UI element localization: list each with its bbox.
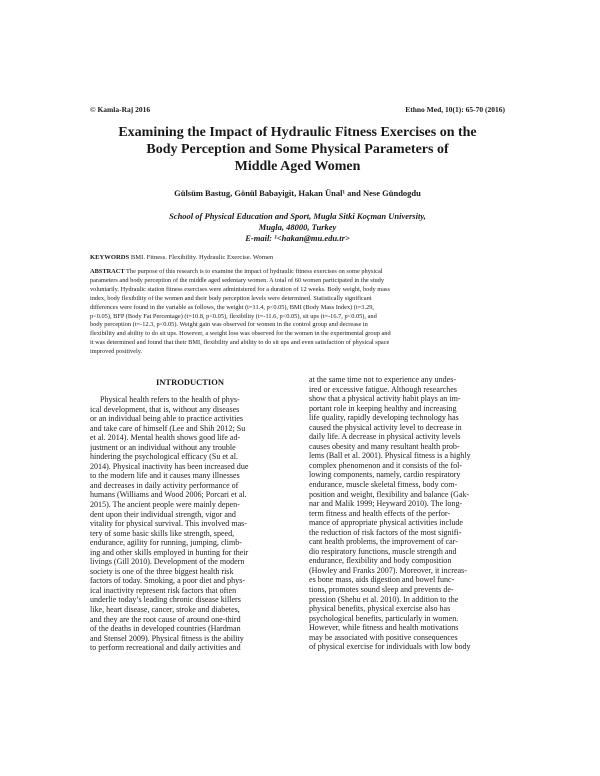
body-text-line: complex phenomenon and it consists of the fol- [309, 460, 463, 470]
body-text-line: society is one of the three biggest health risk [90, 566, 234, 576]
body-text-line: position and weight, flexibility and balance (Gak- [309, 489, 470, 499]
body-text-line: endurance, flexibility and body composition [309, 556, 452, 566]
body-text-line: 2014). Physical inactivity has been increased due [90, 461, 249, 471]
body-text-line: to perform recreational and daily activities and [90, 643, 241, 653]
body-text-line: and Stensel 2009). Physical fitness is the ability [90, 633, 244, 643]
title-line: Middle Aged Women [234, 159, 361, 174]
body-text-line: es bone mass, aids digestion and bowel func- [309, 575, 455, 585]
body-text-line: 2015). The ancient people were mainly depen- [90, 500, 240, 510]
section-heading-introduction: INTRODUCTION [155, 377, 224, 387]
abstract-label: ABSTRACT [90, 268, 125, 275]
body-text-line: lems (Ball et al. 2001). Physical fitness is a highly [309, 451, 471, 461]
keywords-label: KEYWORDS [90, 254, 130, 261]
body-text-line: the reduction of risk factors of the most signifi- [309, 527, 462, 537]
affiliation-line: School of Physical Education and Sport, Mugla Sitki Koçman University, [169, 211, 426, 221]
body-text-line: underlie today’s leading chronic disease killers [90, 595, 241, 605]
body-text-line: and decreases in daily activity performance of [90, 480, 239, 490]
journal-citation-header: Ethno Med, 10(1): 65-70 (2016) [405, 105, 505, 114]
abstract-line: voluntarily. Hydraulic station fitness exercises were administered for a duration of 12 weeks. Body weight, body mass [90, 285, 390, 293]
body-text-line: mance of appropriate physical activities include [309, 518, 463, 528]
abstract-line: flexibility and ability to do sit ups. However, a weight loss was observed for the women in the experimental group and [90, 330, 391, 338]
keywords [90, 254, 510, 261]
keywords-text: BMI. Fitness. Flexibility. Hydraulic Exercise. Women [130, 254, 274, 261]
body-text-line: humans (Williams and Wood 2006; Porcari et al. [90, 490, 247, 500]
body-text-line: of the deaths in developed countries (Hardman [90, 624, 241, 634]
abstract-line: differences were found in the variable as follows, the weight (t=11.4, p<0.05), BMI (Body Mass Index) (t=3.29, [90, 303, 374, 311]
copyright-header: © Kamla-Raj 2016 [90, 105, 151, 114]
abstract-line: p<0.05), BFP (Body Fat Percentage) (t=10.8, p<0.05), flexibility (t=-11.6, p<0.05), sit ups (t=-16.7, p<0.05), and [90, 312, 377, 320]
body-text-line: to the modern life and it causes many illnesses [90, 471, 240, 481]
body-text-line: portant role in keeping healthy and increasing [309, 403, 457, 413]
abstract-line: it was determined and found that their BMI, flexibility and ability to do sit ups and even satisfaction of physical space [90, 339, 390, 347]
body-column-left [90, 375, 290, 653]
body-text-line: hindering the psychological efficacy (Su et al. [90, 452, 238, 462]
body-text-line: of physical exercise for individuals with low body [309, 642, 471, 652]
affiliation-line: E-mail: ¹<hakan@mu.edu.tr> [245, 233, 350, 243]
body-text-line: caused the physical activity level to decrease in [309, 422, 462, 432]
body-text-line: nar and Malik 1999; Heyward 2010). The long- [309, 499, 463, 509]
body-column-right [309, 375, 509, 652]
body-text-line: may be associated with positive consequences [309, 632, 458, 642]
body-text-line: and they are the root cause of around one-third [90, 614, 241, 624]
body-text-line: dent upon their individual strength, vigor and [90, 509, 236, 519]
body-text-line: Physical health refers to the health of phys- [100, 395, 240, 404]
body-text-line: causes obesity and many resultant health prob- [309, 441, 460, 451]
body-text-line: ical inactivity represent risk factors that often [90, 585, 237, 595]
body-text-line: However, while fitness and health motivations [309, 623, 459, 633]
body-text-line: vitality for physical survival. This involved mas- [90, 519, 247, 529]
title-line: Examining the Impact of Hydraulic Fitness Exercises on the [118, 125, 477, 140]
body-text-line: ing and other skills employed in hunting for their [90, 547, 249, 557]
body-text-line: or an individual being able to practice activities [90, 414, 244, 424]
abstract-line: ABSTRACT The purpose of this research is to examine the impact of hydraulic fitness exercises on some physical [90, 268, 383, 275]
body-text-line: term fitness and health effects of the perfor- [309, 508, 451, 518]
body-text-line: factors of today. Smoking, a poor diet and phys- [90, 576, 246, 586]
body-text-line: like, heart disease, cancer, stroke and diabetes, [90, 605, 240, 615]
abstract-line: index, body flexibility of the women and their body perception levels were determined. Statistically significant [90, 294, 372, 302]
body-text-line: psychological benefits, particularly in women. [309, 613, 459, 623]
body-text-line: daily life. A decrease in physical activity levels [309, 432, 461, 442]
body-text-line: ical development, that is, without any diseases [90, 404, 240, 414]
body-text-line: physical benefits, physical exercise also has [309, 604, 451, 614]
abstract [90, 268, 510, 357]
body-text-line: show that a physical activity habit plays an im- [309, 394, 461, 404]
body-text-line: tions, promotes sound sleep and prevents de- [309, 585, 454, 595]
body-text-line: et al. 2014). Mental health shows good life ad- [90, 433, 241, 443]
body-text-line: (Howley and Franks 2007). Moreover, it increas- [309, 565, 467, 575]
body-text-line: justment or an individual without any trouble [90, 442, 236, 452]
author-list: Gülsüm Bastug, Gönül Babayigit, Hakan Ünal¹ and Nese Gündogdu [174, 188, 421, 198]
affiliation-line: Mugla, 48000, Turkey [258, 222, 337, 232]
body-text-line: livings (Gill 2010). Development of the modern [90, 557, 245, 567]
abstract-line: improved positively. [90, 348, 143, 356]
body-text-line: endurance, agility for running, jumping, climb- [90, 538, 242, 548]
body-text-line: life quality, rapidly developing technology has [309, 413, 459, 423]
body-text-line: cant health problems, the improvement of car- [309, 537, 458, 547]
body-text-line: tery of some basic skills like strength, speed, [90, 528, 235, 538]
body-text-line: dio respiratory functions, muscle strength and [309, 546, 457, 556]
affiliation [90, 211, 505, 244]
body-text-line: ired or excessive fatigue. Although researches [309, 384, 457, 394]
body-text-line: lowing components, namely, cardio respiratory [309, 470, 461, 480]
body-text-line: endurance, muscle skeletal fitness, body com- [309, 480, 458, 490]
abstract-line: parameters and body perception of the middle aged sedentary women. A total of 60 women participated in the study [90, 276, 385, 284]
title-line: Body Perception and Some Physical Parameters of [146, 142, 449, 157]
body-text-line: pression (Shehu et al. 2010). In addition to the [309, 594, 459, 604]
body-text-line: at the same time not to experience any undes- [309, 375, 457, 384]
body-text-line: and take care of himself (Lee and Shih 2012; Su [90, 423, 246, 433]
paper-title [90, 124, 505, 175]
abstract-line: body perception (t=-12.3, p<0.05). Weight gain was observed for women in the control group and decrease in [90, 321, 368, 329]
